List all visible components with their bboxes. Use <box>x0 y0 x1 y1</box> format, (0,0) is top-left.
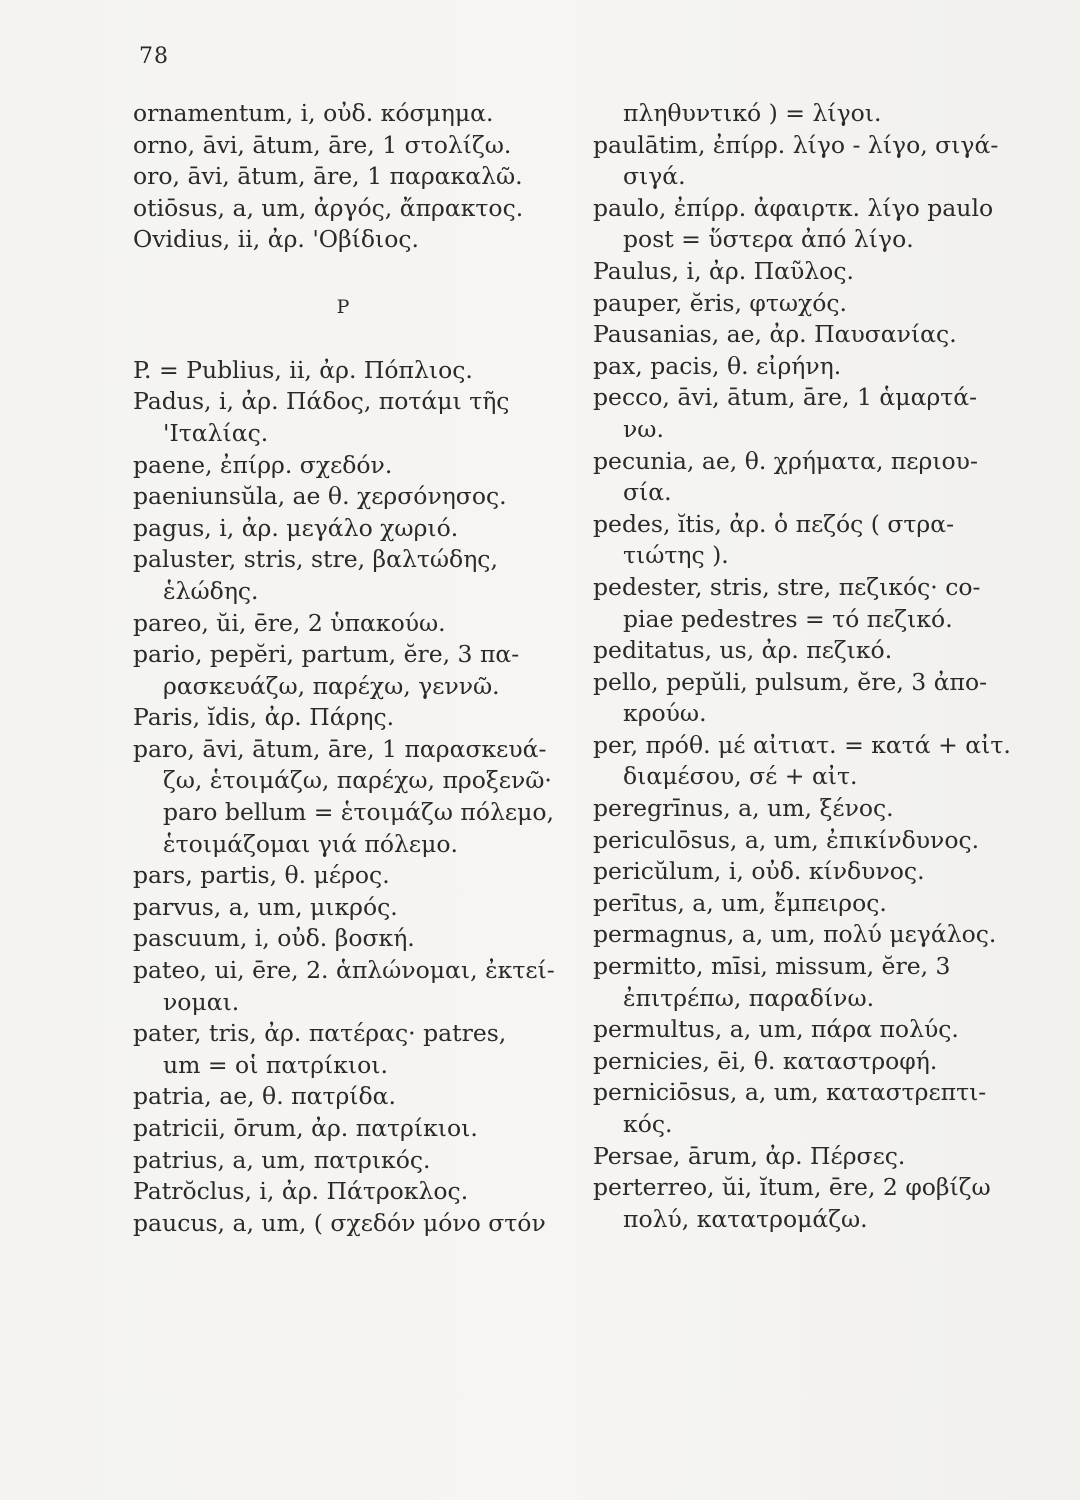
entry-line: Patrŏclus, i, ἀρ. Πάτροκλος. <box>133 1177 469 1206</box>
right-column <box>593 98 1033 1235</box>
entry-continuation: ἑλώδης. <box>163 576 259 605</box>
entry-continuation: σία. <box>623 478 672 507</box>
section-spacer <box>133 256 573 288</box>
entry-line: ornamentum, i, οὐδ. κόσμημα. <box>133 99 494 127</box>
entry-line: pater, tris, ἀρ. πατέρας· patres, <box>133 1019 507 1048</box>
entry-continuation: νομαι. <box>163 987 240 1016</box>
entry-line: pedes, ĭtis, ἀρ. ὁ πεζός ( στρα- <box>593 509 955 538</box>
entry-line: Padus, i, ἀρ. Πάδος, ποτάμι τῆς <box>133 387 510 416</box>
entry-line: pario, pepĕri, partum, ĕre, 3 πα- <box>133 640 520 669</box>
entry-line: Paris, ĭdis, ἀρ. Πάρης. <box>133 703 395 732</box>
entry-line: pernicies, ēi, θ. καταστροφή. <box>593 1046 938 1075</box>
entry-line: parvus, a, um, μικρός. <box>133 892 398 921</box>
entry-line: peregrīnus, a, um, ξένος. <box>593 794 894 823</box>
section-heading-p: P <box>336 295 350 318</box>
entry-continuation: νω. <box>623 414 664 443</box>
entry-continuation: κός. <box>623 1110 673 1138</box>
entry-line: paulo, ἐπίρρ. ἀφαιρτκ. λίγο paulo <box>593 193 994 222</box>
entry-line: patricii, ōrum, ἀρ. πατρίκιοι. <box>133 1114 478 1142</box>
page-number: 78 <box>139 44 169 69</box>
entry-line: permultus, a, um, πάρα πολύς. <box>593 1015 959 1044</box>
entry-continuation: πληθυντικό ) = λίγοι. <box>623 99 882 127</box>
entry-continuation: σιγά. <box>623 162 686 191</box>
entry-line: pareo, ŭi, ēre, 2 ὑπακούω. <box>133 608 446 637</box>
entry-continuation: ἑτοιμάζομαι γιά πόλεμο. <box>163 829 458 858</box>
entry-line: paene, ἐπίρρ. σχεδόν. <box>133 450 393 479</box>
entry-line: pax, pacis, θ. εἰρήνη. <box>593 351 842 380</box>
entry-line: paluster, stris, stre, βαλτώδης, <box>133 545 498 574</box>
entry-line: Ovidius, ii, ἀρ. 'Οβίδιος. <box>133 225 420 254</box>
entry-line: periculōsus, a, um, ἐπικίνδυνος. <box>593 825 980 854</box>
entry-line: patria, ae, θ. πατρίδα. <box>133 1082 396 1111</box>
entry-continuation: ἐπιτρέπω, παραδίνω. <box>623 983 875 1012</box>
entry-line: pagus, i, ἀρ. μεγάλο χωριό. <box>133 513 459 542</box>
entry-continuation: ζω, ἑτοιμάζω, παρέχω, προξενῶ· <box>163 766 552 795</box>
entry-line: pateo, ui, ēre, 2. ἁπλώνομαι, ἐκτεί- <box>133 956 555 985</box>
entry-continuation: post = ὕστερα ἀπό λίγο. <box>623 225 914 254</box>
entry-line: pedester, stris, stre, πεζικός· co- <box>593 572 981 601</box>
entry-line: permitto, mīsi, missum, ĕre, 3 <box>593 952 951 981</box>
entry-line: paucus, a, um, ( σχεδόν μόνο στόν <box>133 1208 546 1237</box>
entry-line: oro, āvi, ātum, āre, 1 παρακαλῶ. <box>133 162 523 191</box>
entry-continuation: ρασκευάζω, παρέχω, γεννῶ. <box>163 671 500 700</box>
entry-line: pello, pepŭli, pulsum, ĕre, 3 ἀπο- <box>593 667 988 696</box>
entry-line: paeniunsŭla, ae θ. χερσόνησος. <box>133 482 507 511</box>
entry-line: otiōsus, a, um, ἀργός, ἄπρακτος. <box>133 193 524 222</box>
entry-continuation: piae pedestres = τό πεζικό. <box>623 604 953 633</box>
entry-line: per, πρόθ. μέ αἰτιατ. = κατά + αἰτ. <box>593 730 1011 759</box>
entry-continuation: um = οἱ πατρίκιοι. <box>163 1050 388 1079</box>
entry-line: patrius, a, um, πατρικός. <box>133 1145 431 1174</box>
entry-line: Pausanias, ae, ἀρ. Παυσανίας. <box>593 320 957 349</box>
entry-line: pecco, āvi, ātum, āre, 1 ἁμαρτά- <box>593 383 978 412</box>
entry-continuation: κρούω. <box>623 699 707 728</box>
entry-line: orno, āvi, ātum, āre, 1 στολίζω. <box>133 130 512 159</box>
section-spacer <box>133 323 573 355</box>
entry-line: perītus, a, um, ἔμπειρος. <box>593 888 887 917</box>
entry-line: perterreo, ŭi, ĭtum, ēre, 2 φοβίζω <box>593 1173 991 1202</box>
entry-line: pars, partis, θ. μέρος. <box>133 861 390 890</box>
entry-continuation: διαμέσου, σέ + αἰτ. <box>623 762 858 791</box>
entry-line: Persae, ārum, ἀρ. Πέρσες. <box>593 1141 906 1170</box>
entry-continuation: πολύ, κατατρομάζω. <box>623 1204 868 1233</box>
entry-continuation: 'Ιταλίας. <box>163 418 269 447</box>
entry-line: paro, āvi, ātum, āre, 1 παρασκευά- <box>133 734 547 763</box>
entry-line: pericŭlum, i, οὐδ. κίνδυνος. <box>593 857 925 886</box>
entry-line: Paulus, i, ἀρ. Παῦλος. <box>593 256 854 285</box>
left-column <box>133 98 573 1239</box>
entry-line: permagnus, a, um, πολύ μεγάλος. <box>593 920 997 949</box>
entry-line: P. = Publius, ii, ἀρ. Πόπλιος. <box>133 355 473 384</box>
entry-line: pecunia, ae, θ. χρήματα, περιου- <box>593 446 978 475</box>
entry-continuation: τιώτης ). <box>623 541 729 570</box>
entry-line: pascuum, i, οὐδ. βοσκή. <box>133 924 415 953</box>
entry-line: pauper, ĕris, φτωχός. <box>593 288 848 317</box>
entry-line: paulātim, ἐπίρρ. λίγο - λίγο, σιγά- <box>593 130 999 159</box>
entry-line: peditatus, us, ἀρ. πεζικό. <box>593 636 893 665</box>
entry-line: perniciōsus, a, um, καταστρεπτι- <box>593 1078 987 1107</box>
entry-continuation: paro bellum = ἑτοιμάζω πόλεμο, <box>163 798 554 827</box>
